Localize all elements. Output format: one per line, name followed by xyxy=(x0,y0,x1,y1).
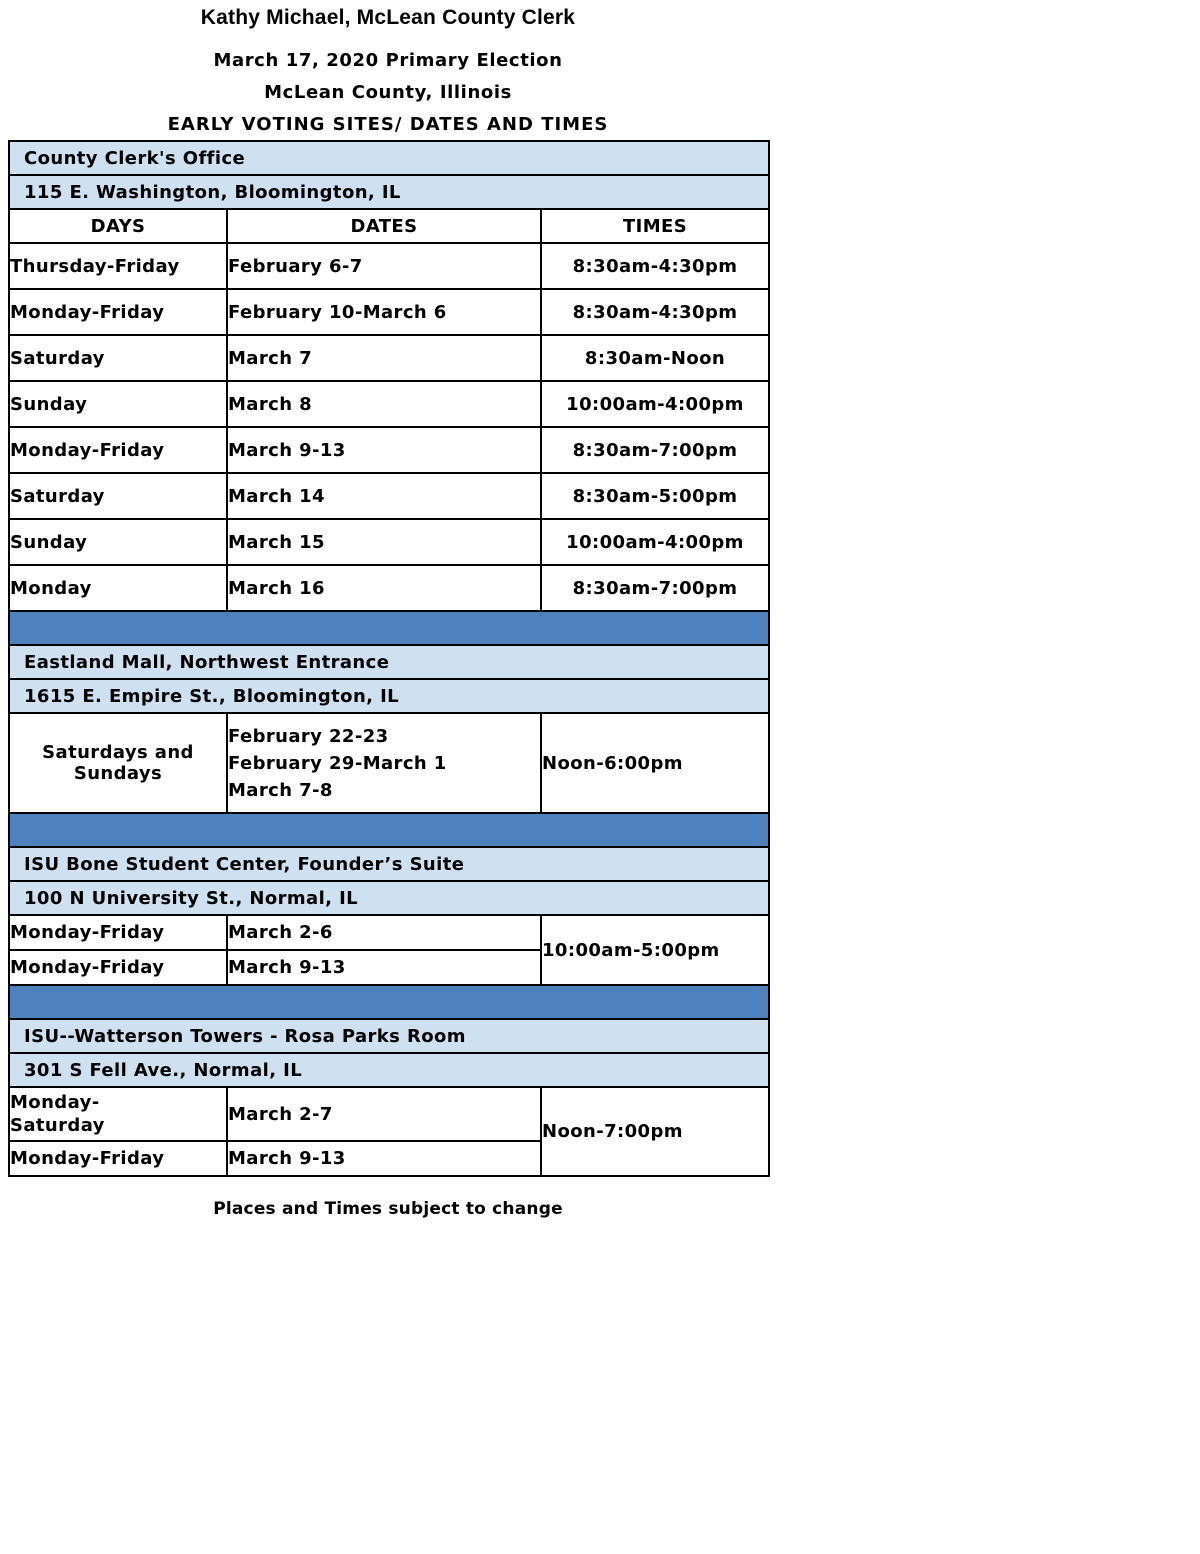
divider-band xyxy=(9,985,769,1019)
days-cell: Monday-Friday xyxy=(9,915,227,950)
section-address: 100 N University St., Normal, IL xyxy=(9,881,769,915)
section-header-row xyxy=(9,1019,769,1053)
divider-band xyxy=(9,813,769,847)
dates-cell: March 2-6 xyxy=(227,915,541,950)
dates-line: March 7-8 xyxy=(228,779,333,801)
section-header-row xyxy=(9,141,769,175)
document-content xyxy=(8,0,770,1219)
dates-cell: March 7 xyxy=(227,335,541,381)
footer-note: Places and Times subject to change xyxy=(213,1199,563,1219)
dates-line: February 22-23 xyxy=(228,725,389,747)
days-cell: Sunday xyxy=(9,519,227,565)
dates-lines xyxy=(228,723,540,804)
days-cell: Monday-Friday xyxy=(9,950,227,985)
times-cell: 8:30am-7:00pm xyxy=(541,565,769,611)
table-row xyxy=(9,915,769,950)
section-name: Eastland Mall, Northwest Entrance xyxy=(9,645,769,679)
days-cell: Monday-Friday xyxy=(9,427,227,473)
dates-cell: March 15 xyxy=(227,519,541,565)
dates-cell: March 14 xyxy=(227,473,541,519)
section-address-row xyxy=(9,175,769,209)
section-address: 115 E. Washington, Bloomington, IL xyxy=(9,175,769,209)
table-row xyxy=(9,565,769,611)
dates-cell: March 9-13 xyxy=(227,1141,541,1176)
table-row xyxy=(9,1087,769,1141)
dates-cell: March 9-13 xyxy=(227,950,541,985)
days-cell xyxy=(9,713,227,813)
times-cell: 8:30am-5:00pm xyxy=(541,473,769,519)
days-line: Saturday xyxy=(10,1115,105,1136)
section-address-row xyxy=(9,1053,769,1087)
county-subtitle: McLean County, Illinois xyxy=(264,82,512,103)
table-row xyxy=(9,335,769,381)
dates-cell: March 9-13 xyxy=(227,427,541,473)
document-headings xyxy=(8,6,768,135)
times-cell: 8:30am-7:00pm xyxy=(541,427,769,473)
column-header-days: DAYS xyxy=(9,209,227,243)
section-address-row xyxy=(9,881,769,915)
table-row xyxy=(9,427,769,473)
times-cell: Noon-7:00pm xyxy=(541,1087,769,1176)
days-line: Monday- xyxy=(10,1091,100,1113)
dates-cell: March 8 xyxy=(227,381,541,427)
section-divider xyxy=(9,611,769,645)
table-row xyxy=(9,519,769,565)
section-address: 301 S Fell Ave., Normal, IL xyxy=(9,1053,769,1087)
voting-schedule-table xyxy=(8,140,770,1177)
times-cell: 8:30am-4:30pm xyxy=(541,243,769,289)
election-subtitle: March 17, 2020 Primary Election xyxy=(213,50,563,71)
times-cell: 8:30am-4:30pm xyxy=(541,289,769,335)
dates-cell: March 16 xyxy=(227,565,541,611)
table-row xyxy=(9,473,769,519)
days-cell: Monday xyxy=(9,565,227,611)
times-cell: 10:00am-4:00pm xyxy=(541,519,769,565)
times-cell: Noon-6:00pm xyxy=(541,713,769,813)
column-header-row xyxy=(9,209,769,243)
section-header-row xyxy=(9,847,769,881)
table-row xyxy=(9,713,769,813)
table-row xyxy=(9,289,769,335)
table-title: EARLY VOTING SITES/ DATES AND TIMES xyxy=(167,114,609,135)
days-cell xyxy=(9,1087,227,1141)
section-name: ISU--Watterson Towers - Rosa Parks Room xyxy=(9,1019,769,1053)
section-name: County Clerk's Office xyxy=(9,141,769,175)
times-cell: 10:00am-4:00pm xyxy=(541,381,769,427)
table-row xyxy=(9,381,769,427)
days-cell: Saturday xyxy=(9,473,227,519)
section-name: ISU Bone Student Center, Founder’s Suite xyxy=(9,847,769,881)
days-cell: Sunday xyxy=(9,381,227,427)
dates-cell: February 10-March 6 xyxy=(227,289,541,335)
section-address-row xyxy=(9,679,769,713)
section-divider xyxy=(9,813,769,847)
days-cell: Monday-Friday xyxy=(9,289,227,335)
column-header-times: TIMES xyxy=(541,209,769,243)
clerk-title: Kathy Michael, McLean County Clerk xyxy=(200,6,576,29)
days-cell: Saturday xyxy=(9,335,227,381)
dates-line: February 29-March 1 xyxy=(228,752,447,774)
dates-cell: February 6-7 xyxy=(227,243,541,289)
times-cell: 10:00am-5:00pm xyxy=(541,915,769,985)
section-header-row xyxy=(9,645,769,679)
days-line: Sundays xyxy=(73,763,163,784)
times-cell: 8:30am-Noon xyxy=(541,335,769,381)
divider-band xyxy=(9,611,769,645)
section-divider xyxy=(9,985,769,1019)
days-cell: Monday-Friday xyxy=(9,1141,227,1176)
table-row xyxy=(9,243,769,289)
dates-cell xyxy=(227,713,541,813)
section-address: 1615 E. Empire St., Bloomington, IL xyxy=(9,679,769,713)
days-cell: Thursday-Friday xyxy=(9,243,227,289)
column-header-dates: DATES xyxy=(227,209,541,243)
dates-cell: March 2-7 xyxy=(227,1087,541,1141)
days-line: Saturdays and xyxy=(42,742,194,763)
